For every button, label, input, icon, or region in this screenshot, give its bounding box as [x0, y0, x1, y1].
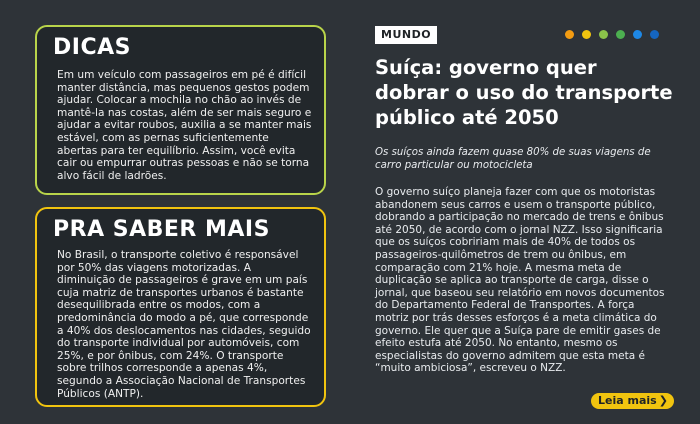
- read-more-label: Leia mais: [598, 394, 657, 407]
- info-card-title: PRA SABER MAIS: [43, 217, 278, 243]
- article-headline: Suíça: governo quer dobrar o uso do transporte público até 2050: [375, 56, 673, 129]
- chevron-right-icon: ❯: [658, 394, 668, 407]
- article-body: O governo suíço planeja fazer com que os motoristas abandonem seus carros e usem o transporte público, dobrando a participação no mercado de trens e ônibus até 2050, de acordo com o jornal NZZ. Isso significaria que os suíços cobririam mais de 40% de todos os passageiros-quilômetros de trem ou ônibus, em comparação com 21% hoje. A mesma meta de duplicação se aplica ao transporte de carga, disse o jornal, que baseou seu relatório em novos documentos do Departamento Federal de Transportes. A força motriz por trás desses esforços é a meta climática do governo. Ele quer que a Suíça pare de emitir gases de efeito estufa até 2050. No entanto, mesmo os especialistas do governo admitem que esta meta é “muito ambiciosa”, escreveu o NZZ.: [375, 186, 665, 375]
- tips-card-title: DICAS: [43, 35, 139, 61]
- dot-4: [616, 30, 625, 39]
- read-more-button[interactable]: [591, 393, 674, 409]
- dot-5: [633, 30, 642, 39]
- dot-1: [565, 30, 574, 39]
- article-subheadline: Os suíços ainda fazem quase 80% de suas viagens de carro particular ou motocicleta: [375, 147, 651, 171]
- dot-2: [582, 30, 591, 39]
- tips-card: [35, 25, 326, 195]
- tips-card-text: Em um veículo com passageiros em pé é difícil manter distância, mas pequenos gestos podem ajudar. Colocar a mochila no chão ao invés de mantê-la nas costas, além de ser mais seguro e ajudar a evitar roubos, auxilia a se manter mais estável, com as pernas suficientemente abertas para ter equilíbrio. Assim, você evita cair ou empurrar outras pessoas e não se torna alvo fácil de ladrões.: [57, 69, 312, 182]
- info-card: [35, 207, 326, 407]
- section-badge: MUNDO: [375, 26, 437, 44]
- info-card-text: No Brasil, o transporte coletivo é responsável por 50% das viagens motorizadas. A diminuição de passageiros é grave em um país cuja matriz de transportes urbanos é bastante desequilibrada entre os modos, com a predominância do modo a pé, que corresponde a 40% dos deslocamentos nas cidades, seguido do transporte individual por automóveis, com 25%, e por ônibus, com 24%. O transporte sobre trilhos corresponde a apenas 4%, segundo a Associação Nacional de Transportes Públicos (ANTP).: [57, 249, 311, 400]
- dot-3: [599, 30, 608, 39]
- dot-6: [650, 30, 659, 39]
